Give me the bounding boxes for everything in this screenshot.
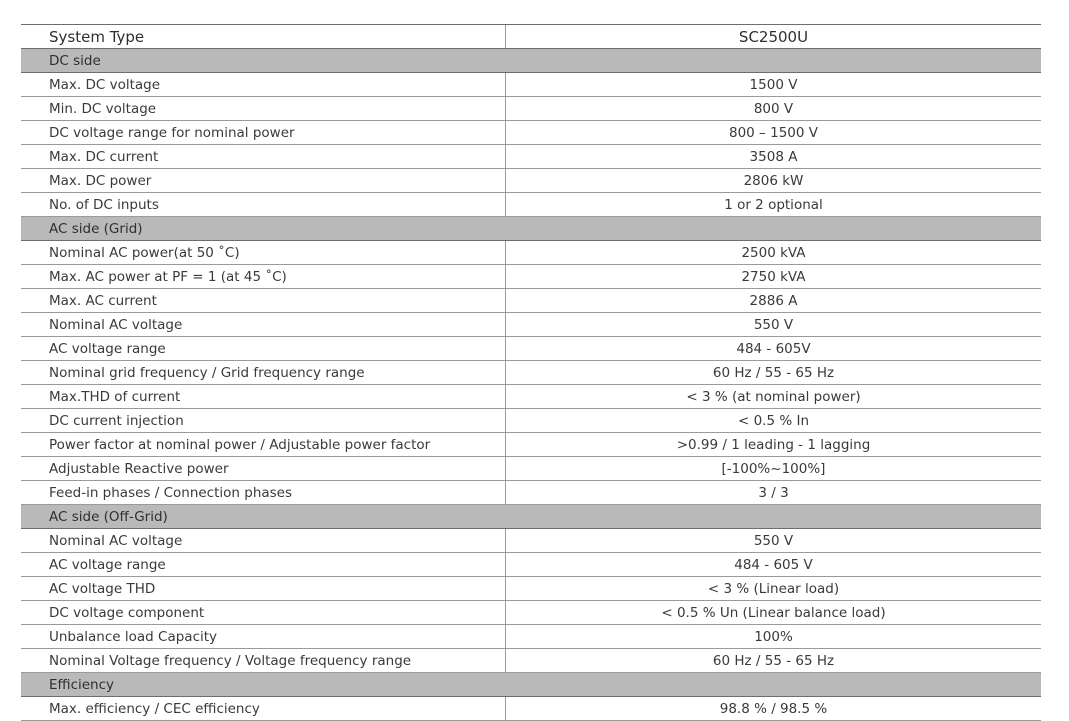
section-title: Efficiency	[49, 677, 115, 693]
parameter-name: Max.THD of current	[21, 385, 506, 408]
parameter-value: 2750 kVA	[741, 269, 806, 285]
parameter-name: Max. AC power at PF = 1 (at 45 ˚C)	[21, 265, 506, 288]
parameter-value: 1500 V	[749, 77, 798, 93]
table-row	[21, 265, 1041, 289]
parameter-value: [-100%~100%]	[721, 461, 826, 477]
section-header-row	[21, 505, 1041, 529]
parameter-name: Nominal grid frequency / Grid frequency range	[21, 361, 506, 384]
table-body	[21, 49, 1041, 721]
table-row	[21, 625, 1041, 649]
table-row	[21, 529, 1041, 553]
system-model: SC2500U	[738, 28, 809, 46]
parameter-value: 550 V	[753, 317, 794, 333]
section-header-row	[21, 217, 1041, 241]
parameter-value: 484 - 605V	[736, 341, 811, 357]
parameter-name: Nominal AC voltage	[21, 529, 506, 552]
parameter-value: 484 - 605 V	[734, 557, 813, 573]
table-row	[21, 601, 1041, 625]
table-row	[21, 697, 1041, 721]
table-row	[21, 313, 1041, 337]
parameter-name: Adjustable Reactive power	[21, 457, 506, 480]
parameter-name: Max. DC power	[21, 169, 506, 192]
parameter-value: 60 Hz / 55 - 65 Hz	[712, 365, 835, 381]
parameter-name: Nominal AC voltage	[21, 313, 506, 336]
parameter-name: Power factor at nominal power / Adjustable power factor	[21, 433, 506, 456]
parameter-value: < 0.5 % In	[737, 413, 810, 429]
parameter-name: Unbalance load Capacity	[21, 625, 506, 648]
parameter-value: 2500 kVA	[741, 245, 806, 261]
table-row	[21, 409, 1041, 433]
parameter-value: 60 Hz / 55 - 65 Hz	[712, 653, 835, 669]
section-header-row	[21, 49, 1041, 73]
table-row	[21, 385, 1041, 409]
parameter-name: No. of DC inputs	[21, 193, 506, 216]
table-row	[21, 649, 1041, 673]
parameter-name: Max. efficiency / CEC efficiency	[21, 697, 506, 720]
parameter-value: 2806 kW	[743, 173, 804, 189]
table-row	[21, 337, 1041, 361]
parameter-name: Nominal AC power(at 50 ˚C)	[21, 241, 506, 264]
parameter-value: 2886 A	[749, 293, 798, 309]
table-row	[21, 481, 1041, 505]
parameter-value: < 0.5 % Un (Linear balance load)	[661, 605, 886, 621]
section-header-row	[21, 673, 1041, 697]
parameter-value: 98.8 % / 98.5 %	[719, 701, 828, 717]
parameter-name: Nominal Voltage frequency / Voltage frequency range	[21, 649, 506, 672]
parameter-value: 3 / 3	[758, 485, 789, 501]
parameter-value: 3508 A	[749, 149, 798, 165]
table-row	[21, 553, 1041, 577]
parameter-name: DC voltage range for nominal power	[21, 121, 506, 144]
section-title: DC side	[49, 53, 101, 69]
parameter-name: Max. DC current	[21, 145, 506, 168]
parameter-value: < 3 % (at nominal power)	[686, 389, 861, 405]
parameter-value: < 3 % (Linear load)	[707, 581, 840, 597]
table-row	[21, 433, 1041, 457]
table-row	[21, 577, 1041, 601]
parameter-value: >0.99 / 1 leading - 1 lagging	[676, 437, 871, 453]
table-row	[21, 289, 1041, 313]
system-type-label: System Type	[21, 25, 506, 48]
parameter-name: Min. DC voltage	[21, 97, 506, 120]
parameter-name: Max. DC voltage	[21, 73, 506, 96]
table-row	[21, 121, 1041, 145]
section-title: AC side (Off-Grid)	[49, 509, 168, 525]
parameter-name: DC voltage component	[21, 601, 506, 624]
parameter-name: AC voltage range	[21, 337, 506, 360]
table-row	[21, 145, 1041, 169]
parameter-value: 550 V	[753, 533, 794, 549]
table-row	[21, 193, 1041, 217]
parameter-value: 100%	[754, 629, 793, 645]
parameter-name: AC voltage THD	[21, 577, 506, 600]
table-header-row	[21, 25, 1041, 49]
spec-table	[21, 24, 1041, 721]
table-row	[21, 361, 1041, 385]
parameter-value: 800 V	[753, 101, 794, 117]
parameter-name: Max. AC current	[21, 289, 506, 312]
parameter-name: Feed-in phases / Connection phases	[21, 481, 506, 504]
table-row	[21, 97, 1041, 121]
parameter-name: DC current injection	[21, 409, 506, 432]
table-row	[21, 241, 1041, 265]
table-row	[21, 169, 1041, 193]
table-row	[21, 73, 1041, 97]
table-row	[21, 457, 1041, 481]
parameter-value: 1 or 2 optional	[724, 197, 823, 213]
parameter-value: 800 – 1500 V	[729, 125, 818, 141]
section-title: AC side (Grid)	[49, 221, 143, 237]
parameter-name: AC voltage range	[21, 553, 506, 576]
